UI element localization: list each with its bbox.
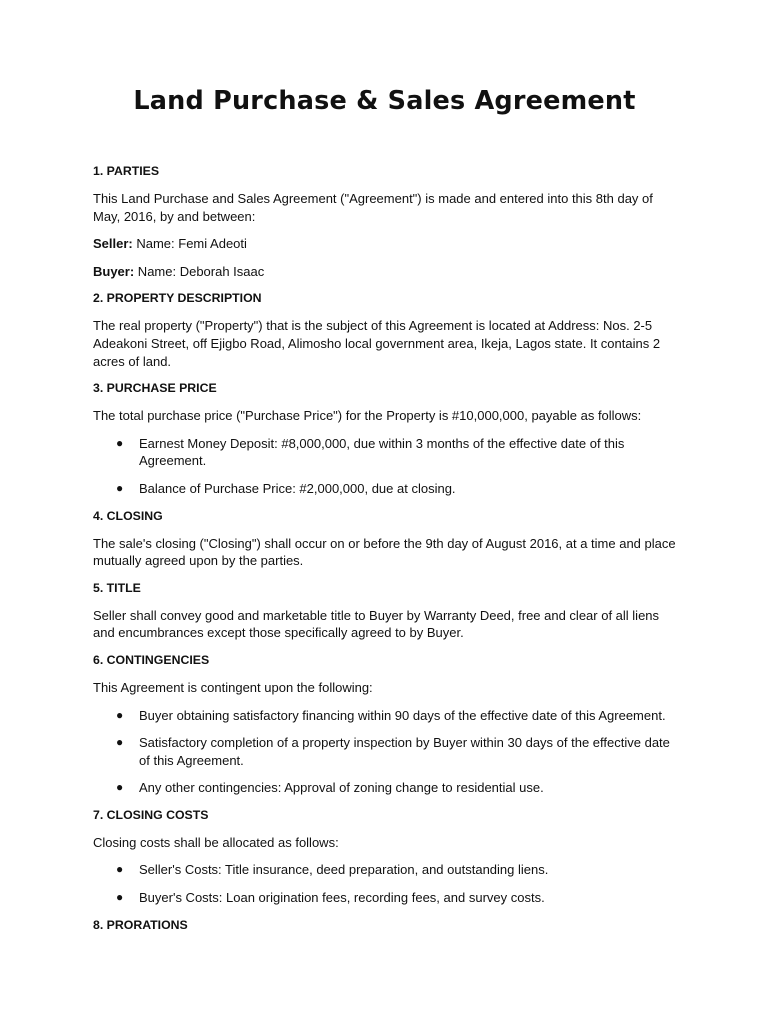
title-paragraph: Seller shall convey good and marketable title to Buyer by Warranty Deed, free and clear of all liens and encumbrances except those specifically agreed to by Buyer. [93,607,660,641]
list-item-text: Buyer's Costs: Loan origination fees, recording fees, and survey costs. [139,890,545,906]
seller-label: Seller: [93,236,133,252]
section-heading-parties: 1. PARTIES [93,164,160,178]
list-item [93,889,676,907]
bullet-icon: ● [116,707,124,722]
buyer-name: Name: Deborah Isaac [134,263,265,279]
section-heading-title: 5. TITLE [93,580,141,595]
property-description-paragraph: The real property ("Property") that is the subject of this Agreement is located at Address: Nos. 2-5 Adeakoni Street, off Ejigbo Road, Alimosho local government area, Ikeja, Lagos state. It contains 2 acres of land. [93,318,661,369]
list-item [93,707,676,725]
closing-costs-list [93,861,676,906]
buyer-label: Buyer: [93,263,135,279]
buyer-line [93,263,676,281]
contingencies-paragraph: This Agreement is contingent upon the following: [93,679,373,695]
seller-line [93,235,676,253]
contingencies-list [93,707,676,797]
purchase-price-paragraph: The total purchase price ("Purchase Price") for the Property is #10,000,000, payable as follows: [93,408,642,424]
list-item [93,861,676,879]
list-item-text: Buyer obtaining satisfactory financing within 90 days of the effective date of this Agreement. [139,707,666,723]
list-item [93,435,676,470]
section-heading-property-description: 2. PROPERTY DESCRIPTION [93,291,262,306]
section-heading-closing: 4. CLOSING [93,508,163,523]
list-item-text: Earnest Money Deposit: #8,000,000, due within 3 months of the effective date of this Agreement. [139,435,625,469]
bullet-icon: ● [116,435,124,450]
list-item [93,734,676,769]
document-title: Land Purchase & Sales Agreement [133,86,636,116]
bullet-icon: ● [116,480,124,495]
purchase-price-list [93,435,676,498]
bullet-icon: ● [116,780,124,795]
list-item-text: Seller's Costs: Title insurance, deed preparation, and outstanding liens. [139,862,549,878]
list-item [93,779,676,797]
section-heading-contingencies: 6. CONTINGENCIES [93,652,210,667]
closing-paragraph: The sale's closing ("Closing") shall occur on or before the 9th day of August 2016, at a time and place mutually agreed upon by the parties. [93,535,676,569]
section-heading-prorations: 8. PRORATIONS [93,917,188,932]
section-heading-closing-costs: 7. CLOSING COSTS [93,807,209,822]
seller-name: Name: Femi Adeoti [132,236,247,252]
bullet-icon: ● [116,735,124,750]
list-item [93,480,676,498]
list-item-text: Any other contingencies: Approval of zoning change to residential use. [139,780,544,796]
parties-paragraph: This Land Purchase and Sales Agreement ("Agreement") is made and entered into this 8th day of May, 2016, by and between: [93,191,653,224]
list-item-text: Satisfactory completion of a property inspection by Buyer within 30 days of the effective date of this Agreement. [139,735,670,768]
closing-costs-paragraph: Closing costs shall be allocated as follows: [93,834,339,850]
bullet-icon: ● [116,890,124,905]
bullet-icon: ● [116,862,124,877]
section-heading-purchase-price: 3. PURCHASE PRICE [93,381,217,396]
list-item-text: Balance of Purchase Price: #2,000,000, due at closing. [139,480,456,496]
